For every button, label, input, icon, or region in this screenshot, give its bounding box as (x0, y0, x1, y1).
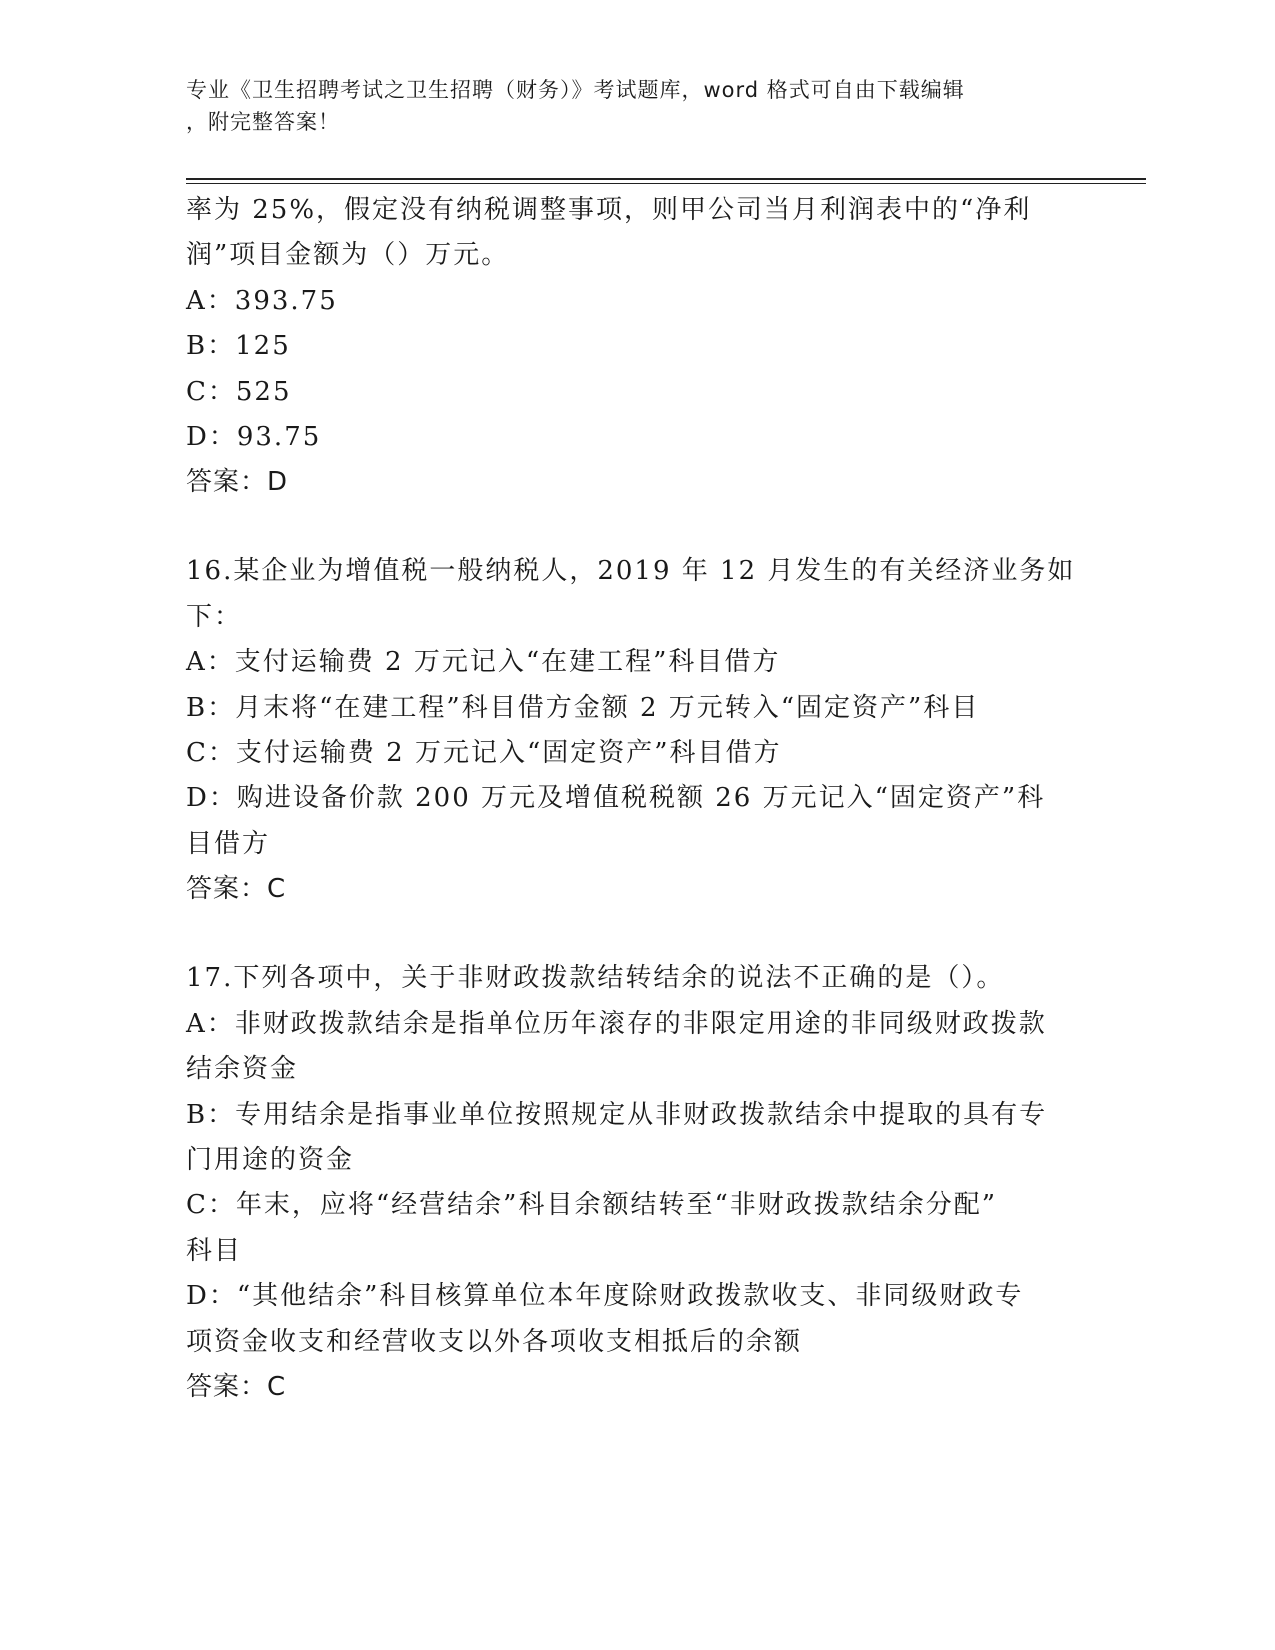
question-stem: 16.某企业为增值税一般纳税人，2019 年 12 月发生的有关经济业务如 (186, 556, 1076, 587)
option-d: D：“其他结余”科目核算单位本年度除财政拨款收支、非同级财政专 (186, 1281, 1024, 1312)
option-b: B：专用结余是指事业单位按照规定从非财政拨款结余中提取的具有专 (186, 1099, 1048, 1130)
question-stem: 17.下列各项中，关于非财政拨款结转结余的说法不正确的是（）。 (186, 963, 1005, 994)
option-a: A：非财政拨款结余是指单位历年滚存的非限定用途的非同级财政拨款 (186, 1008, 1047, 1039)
question-15 (186, 188, 1086, 505)
option-b: B：月末将“在建工程”科目借方金额 2 万元转入“固定资产”科目 (186, 692, 980, 723)
option-c: 科目 (186, 1235, 243, 1266)
question-17 (186, 956, 1086, 1410)
option-d: D：购进设备价款 200 万元及增值税税额 26 万元记入“固定资产”科 (186, 783, 1046, 814)
option-b: 门用途的资金 (186, 1144, 355, 1175)
question-stem: 率为 25%，假定没有纳税调整事项，则甲公司当月利润表中的“净利 (186, 195, 1032, 225)
option-c: C：支付运输费 2 万元记入“固定资产”科目借方 (186, 738, 782, 769)
option-d: 目借方 (186, 828, 271, 859)
answer-label: 答案：D (186, 467, 289, 498)
header-line-2: ，附完整答案！ (186, 110, 340, 134)
option-d: D：93.75 (186, 422, 322, 453)
option-a: A：支付运输费 2 万元记入“在建工程”科目借方 (186, 647, 781, 678)
option-c: C：525 (186, 376, 292, 407)
header-line-1: 专业《卫生招聘考试之卫生招聘（财务）》考试题库，word 格式可自由下载编辑 (186, 78, 965, 102)
question-content (186, 188, 1086, 1410)
question-stem: 下： (186, 601, 243, 632)
option-a: A：393.75 (186, 285, 338, 316)
question-stem: 润”项目金额为（）万元。 (186, 240, 510, 271)
answer-label: 答案：C (186, 874, 287, 905)
header-divider-thick (186, 178, 1146, 180)
option-b: B：125 (186, 331, 291, 362)
option-a: 结余资金 (186, 1054, 299, 1085)
document-header (186, 74, 1066, 138)
question-16 (186, 549, 1086, 912)
question-gap (186, 505, 1086, 549)
question-gap (186, 912, 1086, 956)
option-c: C：年末，应将“经营结余”科目余额结转至“非财政拨款结余分配” (186, 1190, 998, 1221)
header-divider-thin (186, 183, 1146, 184)
answer-label: 答案：C (186, 1371, 287, 1402)
option-d: 项资金收支和经营收支以外各项收支相抵后的余额 (186, 1326, 803, 1357)
